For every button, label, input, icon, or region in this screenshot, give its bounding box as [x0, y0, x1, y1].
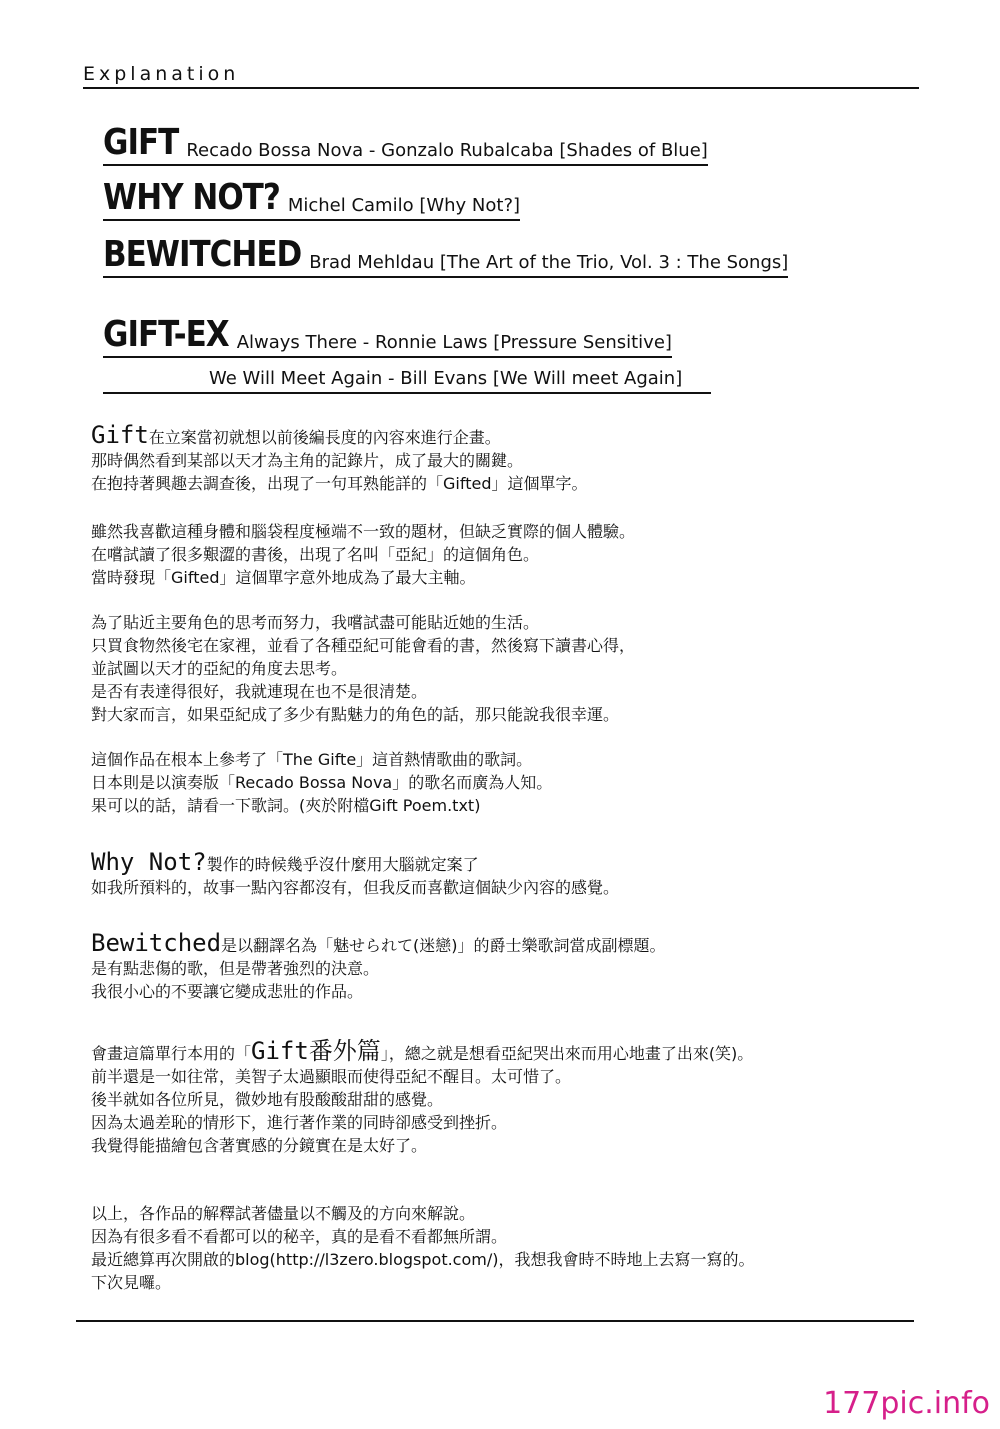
credit-desc: Brad Mehldau [The Art of the Trio, Vol. 3 : The Songs] [309, 252, 789, 273]
text-line: 我覺得能描繪包含著實感的分鏡實在是太好了。 [91, 1136, 428, 1155]
text-line: 製作的時候幾乎沒什麼用大腦就定案了 [206, 855, 479, 874]
lead-title: Why Not? [91, 848, 207, 876]
paragraph-3 [91, 611, 921, 726]
credit-tag: BEWITCHED [103, 233, 302, 276]
text-line: 下次見囉。 [91, 1273, 172, 1292]
text-line: 在抱持著興趣去調查後，出現了一句耳熟能詳的「Gifted」這個單字。 [91, 474, 588, 493]
text-line: 在立案當初就想以前後編長度的內容來進行企畫。 [148, 428, 501, 447]
credit-gift-ex-continuation [103, 368, 711, 394]
credit-tag: GIFT-EX [103, 313, 229, 356]
credit-tag: WHY NOT? [103, 176, 280, 219]
paragraph-gift-ex [91, 1037, 921, 1157]
paragraph-closing [91, 1202, 921, 1294]
paragraph-why-not [91, 848, 921, 899]
text-line: 我很小心的不要讓它變成悲壯的作品。 [91, 982, 364, 1001]
text-line: 當時發現「Gifted」這個單字意外地成為了最大主軸。 [91, 568, 476, 587]
credit-desc: Michel Camilo [Why Not?] [287, 195, 521, 216]
text-line: 是否有表達得很好，我就連現在也不是很清楚。 [91, 682, 428, 701]
text-line: 在嚐試讀了很多艱澀的書後，出現了名叫「亞紀」的這個角色。 [91, 545, 540, 564]
text-line: 後半就如各位所見，微妙地有股酸酸甜甜的感覺。 [91, 1090, 444, 1109]
text-line: 只買食物然後宅在家裡，並看了各種亞紀可能會看的書，然後寫下讀書心得， [91, 636, 636, 655]
text-line: 果可以的話，請看一下歌詞。(夾於附檔Gift Poem.txt) [91, 796, 481, 815]
text-line: 日本則是以演奏版「Recado Bossa Nova」的歌名而廣為人知。 [91, 773, 553, 792]
text-line: 這個作品在根本上參考了「The Gifte」這首熱情歌曲的歌詞。 [91, 750, 533, 769]
credit-bewitched [103, 233, 789, 278]
text-line: 」，總之就是想看亞紀哭出來而用心地畫了出來(笑)。 [380, 1044, 754, 1063]
text-line: 前半還是一如往常，美智子太過顯眼而使得亞紀不醒目。太可惜了。 [91, 1067, 572, 1086]
credit-desc: Recado Bossa Nova - Gonzalo Rubalcaba [Shades of Blue] [186, 140, 708, 161]
text-line: 是有點悲傷的歌，但是帶著強烈的決意。 [91, 959, 380, 978]
text-line: 最近總算再次開啟的blog(http://l3zero.blogspot.com/)，我想我會時不時地上去寫一寫的。 [91, 1250, 755, 1269]
text-line: 並試圖以天才的亞紀的角度去思考。 [91, 659, 348, 678]
lead-title: Gift [91, 421, 149, 449]
text-line: 以上，各作品的解釋試著儘量以不觸及的方向來解說。 [91, 1204, 476, 1223]
paragraph-bewitched [91, 929, 921, 1003]
text-line: 如我所預料的，故事一點內容都沒有，但我反而喜歡這個缺少內容的感覺。 [91, 878, 620, 897]
text-line: 因為太過差恥的情形下，進行著作業的同時卻感受到挫折。 [91, 1113, 508, 1132]
text-line: 為了貼近主要角色的思考而努力，我嚐試盡可能貼近她的生活。 [91, 613, 540, 632]
paragraph-2 [91, 520, 921, 589]
lead-title: Bewitched [91, 929, 222, 957]
watermark: 177pic.info [823, 1386, 990, 1421]
credit-gift-ex [103, 313, 672, 358]
credit-gift [103, 121, 708, 166]
text-line: 雖然我喜歡這種身體和腦袋程度極端不一致的題材，但缺乏實際的個人體驗。 [91, 522, 636, 541]
text-line: 是以翻譯名為「魅せられて(迷戀)」的爵士樂歌詞當成副標題。 [221, 936, 666, 955]
credit-tag: GIFT [103, 121, 179, 164]
paragraph-gift [91, 421, 921, 495]
page-header [83, 63, 919, 89]
text-line: 會畫這篇單行本用的「 [91, 1044, 252, 1063]
credit-desc: We Will Meet Again - Bill Evans [We Will meet Again] [209, 368, 683, 389]
text-line: 對大家而言，如果亞紀成了多少有點魅力的角色的話，那只能說我很幸運。 [91, 705, 620, 724]
text-line: 因為有很多看不看都可以的秘辛，真的是看不看都無所謂。 [91, 1227, 508, 1246]
paragraph-4 [91, 748, 921, 817]
page-title: Explanation [83, 63, 240, 85]
credit-desc: Always There - Ronnie Laws [Pressure Sensitive] [236, 332, 672, 353]
lead-title: Gift番外篇 [251, 1037, 381, 1065]
footer-divider [76, 1320, 914, 1322]
credit-why-not [103, 176, 521, 221]
text-line: 那時偶然看到某部以天才為主角的記錄片，成了最大的關鍵。 [91, 451, 524, 470]
